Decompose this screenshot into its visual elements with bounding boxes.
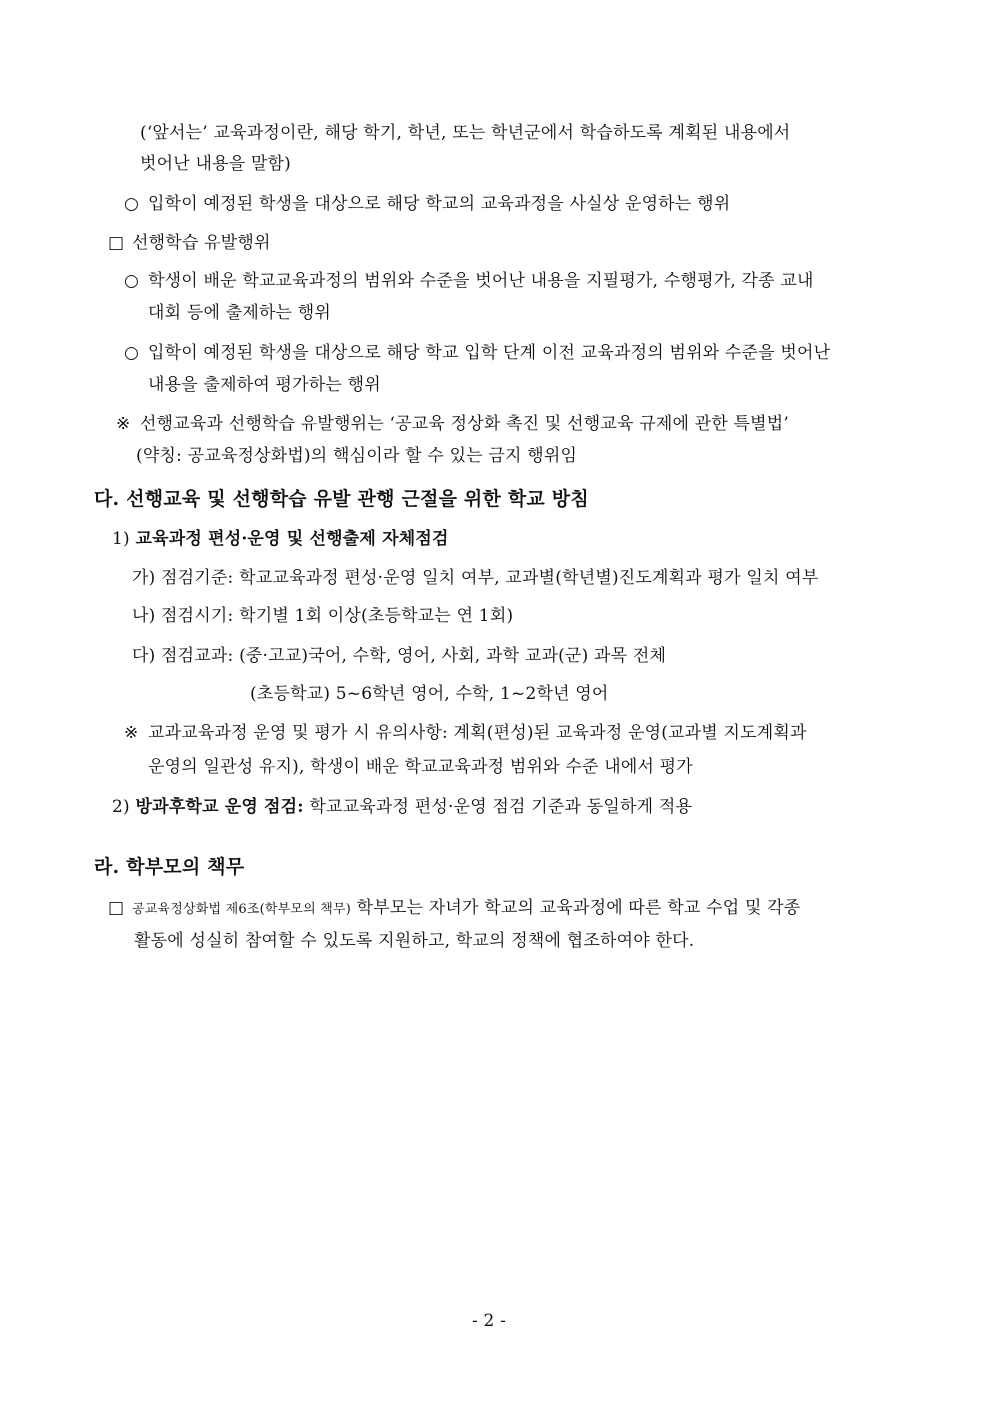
- section-heading-ra: 라. 학부모의 책무: [94, 856, 245, 878]
- sub-heading-number: 1): [112, 529, 130, 549]
- intro-line-1: (‘앞서는’ 교육과정이란, 해당 학기, 학년, 또는 학년군에서 학습하도록 계획된 내용에서: [140, 123, 791, 143]
- check-subjects: 다) 점검교과: (중·고교)국어, 수학, 영어, 사회, 과학 교과(군) 과목 전체: [132, 646, 667, 666]
- list-item-text: 입학이 예정된 학생을 대상으로 해당 학교 입학 단계 이전 교육과정의 범위와 수준을 벗어난: [148, 343, 831, 363]
- reference-mark-icon: ※: [116, 414, 131, 434]
- circle-bullet-icon: ○: [124, 343, 140, 363]
- list-item-exam-line-1: [124, 270, 814, 292]
- sub-heading-1: [112, 528, 449, 550]
- parent-duty-line-1: [108, 897, 800, 921]
- square-bullet-icon: □: [108, 233, 125, 253]
- note-law-line-1: [116, 413, 789, 435]
- list-item-entrance-eval-line-2: 내용을 출제하여 평가하는 행위: [148, 375, 381, 395]
- sub-heading-title: 방과후학교 운영 점검:: [135, 797, 304, 817]
- list-item-text: 학생이 배운 학교교육과정의 범위와 수준을 벗어난 내용을 지필평가, 수행평가, 각종 교내: [148, 271, 814, 291]
- intro-line-2: 벗어난 내용을 말함): [140, 154, 292, 174]
- page-number: - 2 -: [472, 1311, 507, 1331]
- note-caution-line-1: [124, 722, 807, 744]
- section-heading-da: 다. 선행교육 및 선행학습 유발 관행 근절을 위한 학교 방침: [94, 488, 589, 510]
- list-item-entrance-operation: [124, 193, 730, 215]
- note-text: 선행교육과 선행학습 유발행위는 ‘공교육 정상화 촉진 및 선행교육 규제에 관한 특별법’: [140, 414, 790, 434]
- note-caution-line-2: 운영의 일관성 유지), 학생이 배운 학교교육과정 범위와 수준 내에서 평가: [148, 757, 693, 777]
- sub-heading-text: 학교교육과정 편성·운영 점검 기준과 동일하게 적용: [309, 797, 693, 817]
- list-item-entrance-eval-line-1: [124, 342, 830, 364]
- circle-bullet-icon: ○: [124, 271, 140, 291]
- sub-heading-title: 교육과정 편성·운영 및 선행출제 자체점검: [135, 529, 449, 549]
- note-text: 교과교육과정 운영 및 평가 시 유의사항: 계획(편성)된 교육과정 운영(교과별 지도계획과: [148, 723, 807, 743]
- list-item-text: 입학이 예정된 학생을 대상으로 해당 학교의 교육과정을 사실상 운영하는 행위: [148, 194, 731, 214]
- list-item-exam-line-2: 대회 등에 출제하는 행위: [148, 303, 332, 323]
- parent-duty-text: 학부모는 자녀가 학교의 교육과정에 따른 학교 수업 및 각종: [356, 898, 801, 918]
- box-item-prelearning: [108, 232, 271, 254]
- parent-duty-line-2: 활동에 성실히 참여할 수 있도록 지원하고, 학교의 정책에 협조하여야 한다.: [134, 931, 695, 951]
- sub-heading-number: 2): [112, 797, 130, 817]
- box-item-text: 선행학습 유발행위: [132, 233, 271, 253]
- check-subjects-elementary: (초등학교) 5~6학년 영어, 수학, 1~2학년 영어: [250, 684, 609, 704]
- law-reference: 공교육정상화법 제6조(학부모의 책무): [132, 902, 352, 917]
- square-bullet-icon: □: [108, 898, 125, 918]
- check-criteria: 가) 점검기준: 학교교육과정 편성·운영 일치 여부, 교과별(학년별)진도계획과 평가 일치 여부: [132, 568, 819, 588]
- check-period: 나) 점검시기: 학기별 1회 이상(초등학교는 연 1회): [132, 606, 514, 626]
- sub-heading-2: [112, 796, 692, 818]
- reference-mark-icon: ※: [124, 723, 139, 743]
- circle-bullet-icon: ○: [124, 194, 140, 214]
- note-law-line-2: (약칭: 공교육정상화법)의 핵심이라 할 수 있는 금지 행위임: [136, 446, 578, 466]
